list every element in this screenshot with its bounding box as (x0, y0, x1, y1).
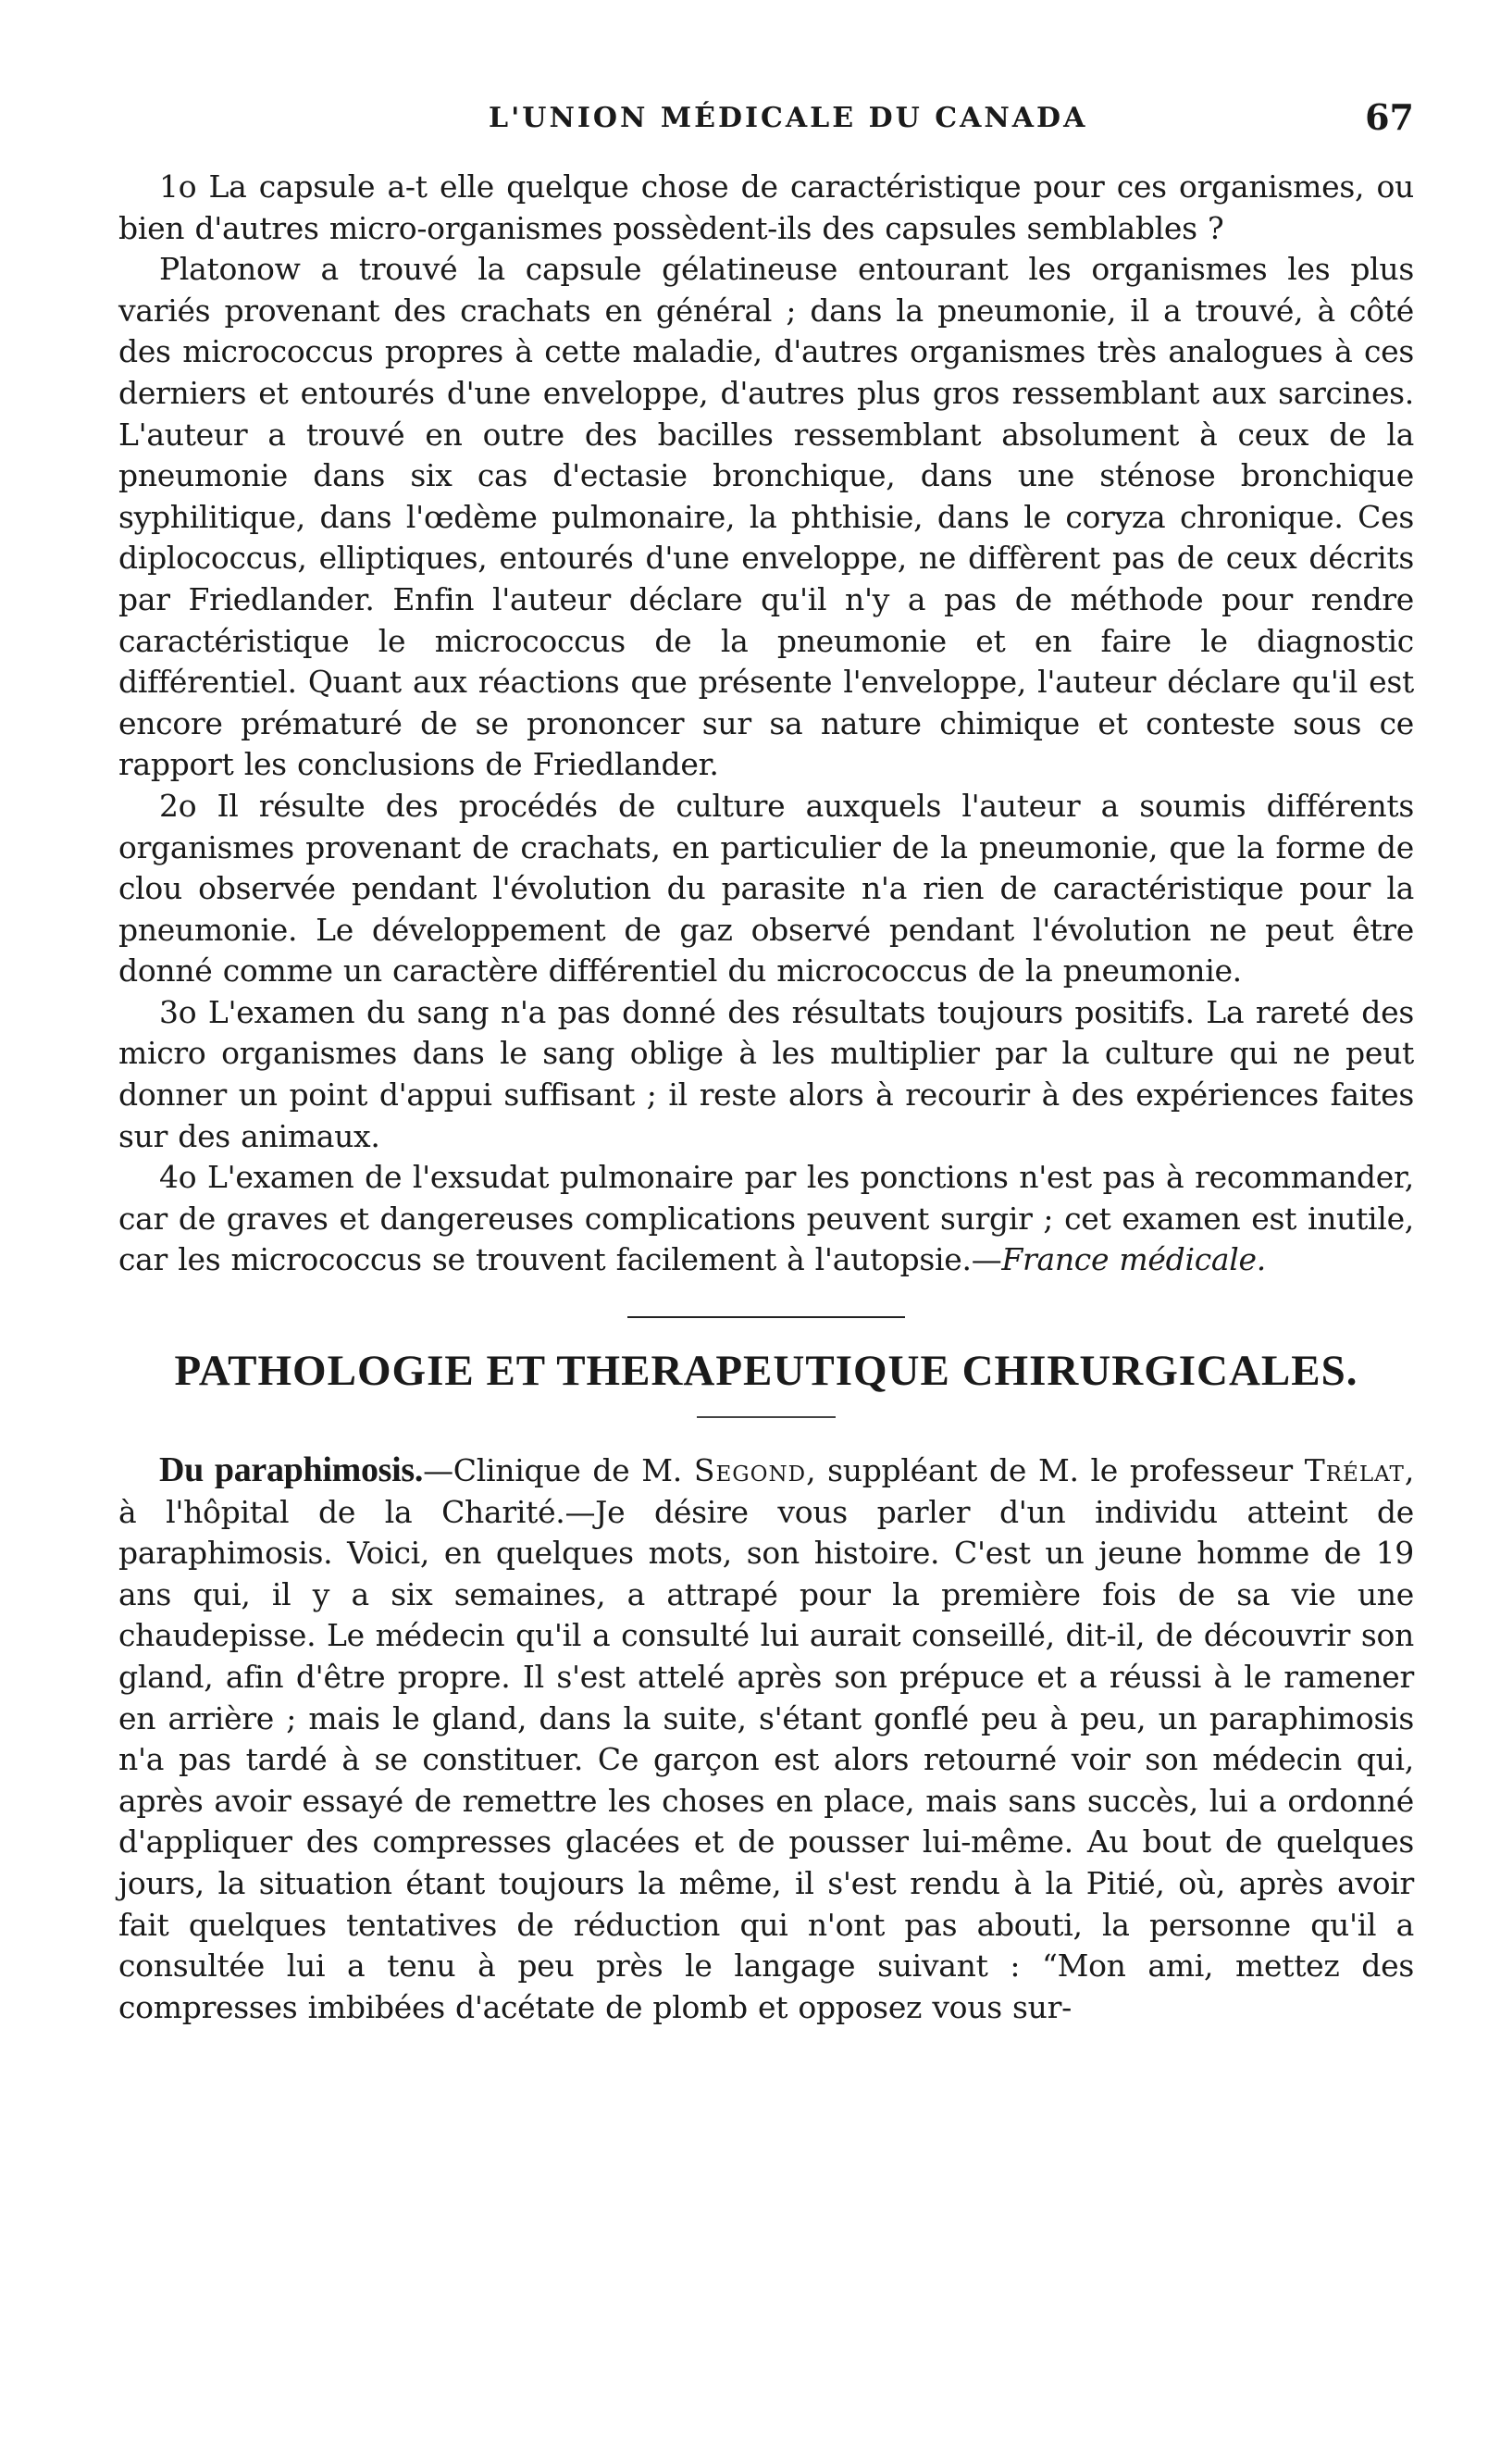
paragraph-1: 1o La capsule a-t elle quelque chose de caractéristique pour ces organismes, ou bien d'autres micro-organismes possèdent-ils des capsules semblables ? (118, 168, 1414, 246)
title-underline (697, 1416, 836, 1418)
author-name-segond: Segond (693, 1452, 807, 1489)
article-text-1: —Clinique de M. (423, 1452, 694, 1489)
article-lead: Du paraphimosis. (159, 1450, 424, 1490)
paragraph-3: 2o Il résulte des procédés de culture auxquels l'auteur a soumis différents organismes provenant de crachats, en particulier de la pneumonie, que la forme de clou observée pendant l'évolution du parasite n'a rien de caractéristique pour la pneumonie. Le développement de gaz observé pendant l'évolution ne peut être donné comme un caractère différentiel du micrococcus de la pneumonie. (118, 787, 1414, 989)
page-number: 67 (1365, 96, 1414, 138)
article-text-3: , à l'hôpital de la Charité.—Je désire vous parler d'un individu atteint de paraphimosis. Voici, en quelques mots, son histoire. C'est un jeune homme de 19 ans qui, il y a six semaines, a attrapé pour la première fois de sa vie une chaudepisse. Le médecin qu'il a consulté lui aurait conseillé, dit-il, de découvrir son gland, afin d'être propre. Il s'est attelé après son prépuce et a réussi à le ramener en arrière ; mais le gland, dans la suite, s'étant gonflé peu à peu, un paraphimosis n'a pas tardé à se constituer. Ce garçon est alors retourné voir son médecin qui, après avoir essayé de remettre les choses en place, mais sans succès, lui a ordonné d'appliquer des compresses glacées et de pousser lui-même. Au bout de quelques jours, la situation étant toujours la même, il s'est rendu à la Pitié, où, après avoir fait quelques tentatives de réduction qui n'ont pas abouti, la personne qu'il a consultée lui a tenu à peu près le langage suivant : “Mon ami, mettez des compresses imbibées d'acétate de plomb et opposez vous sur- (118, 1452, 1415, 2025)
section-title: PATHOLOGIE ET THERAPEUTIQUE CHIRURGICALES. (174, 1347, 1358, 1396)
paragraph-4: 3o L'examen du sang n'a pas donné des résultats toujours positifs. La rareté des micro organismes dans le sang oblige à les multiplier par la culture qui ne peut donner un point d'appui suffisant ; il reste alors à recourir à des expériences faites sur des animaux. (118, 993, 1414, 1154)
page (118, 93, 1414, 2028)
running-title: L'UNION MÉDICALE DU CANADA (489, 102, 1088, 134)
body-text (118, 167, 1414, 1281)
article-paragraph (118, 1450, 1414, 2028)
running-head (118, 93, 1414, 148)
article-text-2: , suppléant de M. le professeur (806, 1452, 1305, 1489)
paragraph-2: Platonow a trouvé la capsule gélatineuse entourant les organismes les plus variés provenant des crachats en général ; dans la pneumonie, il a trouvé, à côté des micrococcus propres à cette maladie, d'autres organismes très analogues à ces derniers et entourés d'une enveloppe, d'autres plus gros ressemblant aux sarcines. L'auteur a trouvé en outre des bacilles ressemblant absolument à ceux de la pneumonie dans six cas d'ectasie bronchique, dans une sténose bronchique syphilitique, dans l'œdème pulmonaire, la phthisie, dans le coryza chronique. Ces diplococcus, elliptiques, entourés d'une enveloppe, ne diffèrent pas de ceux décrits par Friedlander. Enfin l'auteur déclare qu'il n'y a pas de méthode pour rendre caractéristique le micrococcus de la pneumonie et en faire le diagnostic différentiel. Quant aux réactions que présente l'enveloppe, l'auteur déclare qu'il est encore prématuré de se prononcer sur sa nature chimique et conteste sous ce rapport les conclusions de Friedlander. (118, 251, 1414, 783)
source-citation: France médicale. (1001, 1241, 1266, 1278)
paragraph-5 (118, 1157, 1414, 1281)
section-divider (627, 1316, 905, 1318)
paragraph-5-text: 4o L'examen de l'exsudat pulmonaire par les ponctions n'est pas à recommander, car de graves et dangereuses complications peuvent surgir ; cet examen est inutile, car les micrococcus se trouvent facilement à l'autopsie.— (118, 1159, 1414, 1278)
author-name-trelat: Trélat (1304, 1452, 1405, 1489)
article (118, 1450, 1414, 2028)
